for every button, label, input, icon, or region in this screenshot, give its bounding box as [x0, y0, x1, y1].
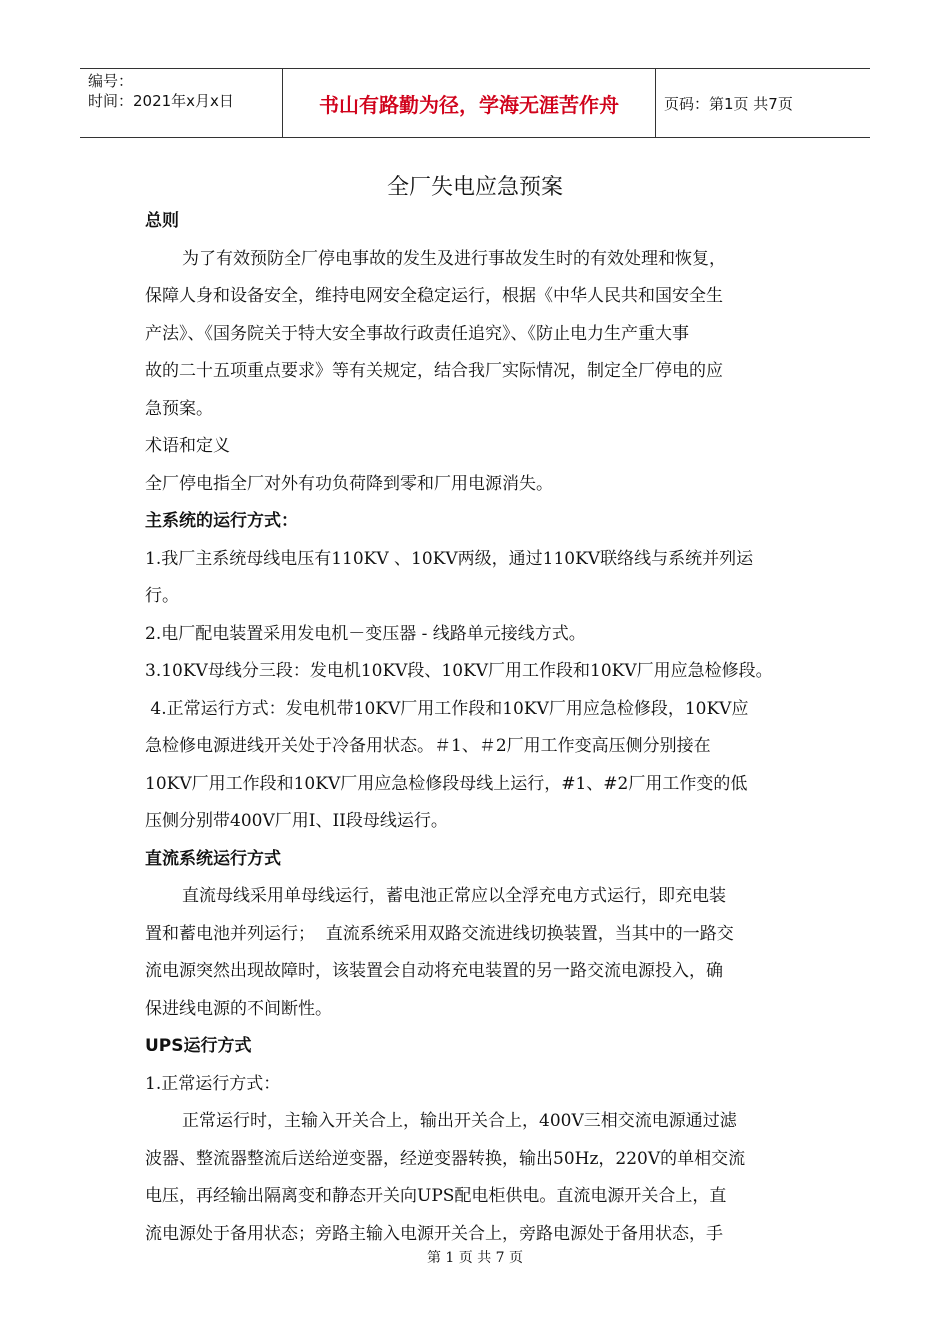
paragraph-line: 置和蓄电池并列运行； 直流系统采用双路交流进线切换装置，当其中的一路交 [145, 923, 734, 944]
paragraph-line: 产法》、《国务院关于特大安全事故行政责任追究》、《防止电力生产重大事 [145, 323, 689, 344]
section-heading-general: 总则 [145, 211, 179, 231]
document-body [145, 203, 817, 1253]
paragraph-line: 流电源突然出现故障时，该装置会自动将充电装置的另一路交流电源投入，确 [145, 961, 723, 981]
paragraph-line: 4.正常运行方式：发电机带10KV厂用工作段和10KV厂用应急检修段，10KV应 [145, 698, 749, 719]
paragraph-line: 为了有效预防全厂停电事故的发生及进行事故发生时的有效处理和恢复， [182, 248, 726, 269]
paragraph-line: 流电源处于备用状态；旁路主输入电源开关合上，旁路电源处于备用状态，手 [145, 1223, 723, 1244]
section-heading-dc-system: 直流系统运行方式 [145, 848, 281, 869]
paragraph-line: 波器、整流器整流后送给逆变器，经逆变器转换，输出50Hz，220V的单相交流 [145, 1148, 746, 1169]
header-info [88, 71, 234, 111]
paragraph-line: 2.电厂配电装置采用发电机－变压器 - 线路单元接线方式。 [145, 623, 586, 644]
paragraph-line: 直流母线采用单母线运行，蓄电池正常应以全浮充电方式运行，即充电装 [182, 886, 726, 906]
paragraph-line: 急检修电源进线开关处于冷备用状态。＃1、＃2厂用工作变高压侧分别接在 [145, 736, 711, 756]
header-motto: 书山有路勤为径，学海无涯苦作舟 [282, 69, 656, 137]
page-header [80, 68, 870, 138]
section-heading-main-system: 主系统的运行方式： [145, 511, 298, 531]
page-footer: 第 1 页 共 7 页 [426, 1250, 524, 1266]
paragraph-line: 全厂停电指全厂对外有功负荷降到零和厂用电源消失。 [145, 473, 553, 494]
paragraph-line: 1.正常运行方式： [145, 1073, 281, 1094]
paragraph-line: 压侧分别带400V厂用I、II段母线运行。 [145, 811, 448, 831]
section-heading-ups: UPS运行方式 [145, 1036, 252, 1056]
document-time: 时间：2021年x月x日 [88, 92, 234, 110]
paragraph-line: 急预案。 [145, 398, 213, 419]
paragraph-line: 电压，再经输出隔离变和静态开关向UPS配电柜供电。直流电源开关合上，直 [145, 1186, 727, 1206]
paragraph-line: 3.10KV母线分三段：发电机10KV段、10KV厂用工作段和10KV厂用应急检修段。 [145, 661, 773, 681]
paragraph-line: 正常运行时，主输入开关合上，输出开关合上，400V三相交流电源通过滤 [182, 1111, 737, 1131]
header-page-info: 页码：第1页 共7页 [664, 95, 793, 113]
paragraph-line: 10KV厂用工作段和10KV厂用应急检修段母线上运行，#1、#2厂用工作变的低 [145, 773, 748, 794]
paragraph-line: 故的二十五项重点要求》等有关规定，结合我厂实际情况，制定全厂停电的应 [145, 361, 723, 381]
document-title: 全厂失电应急预案 [386, 175, 563, 200]
document-number-label: 编号： [88, 72, 134, 90]
paragraph-line: 保进线电源的不间断性。 [145, 998, 332, 1019]
paragraph-line: 1.我厂主系统母线电压有110KV 、10KV两级，通过110KV联络线与系统并列运 [145, 548, 754, 569]
paragraph-line: 行。 [145, 586, 179, 606]
subheading-terms: 术语和定义 [145, 436, 230, 456]
paragraph-line: 保障人身和设备安全，维持电网安全稳定运行，根据《中华人民共和国安全生 [145, 286, 723, 306]
